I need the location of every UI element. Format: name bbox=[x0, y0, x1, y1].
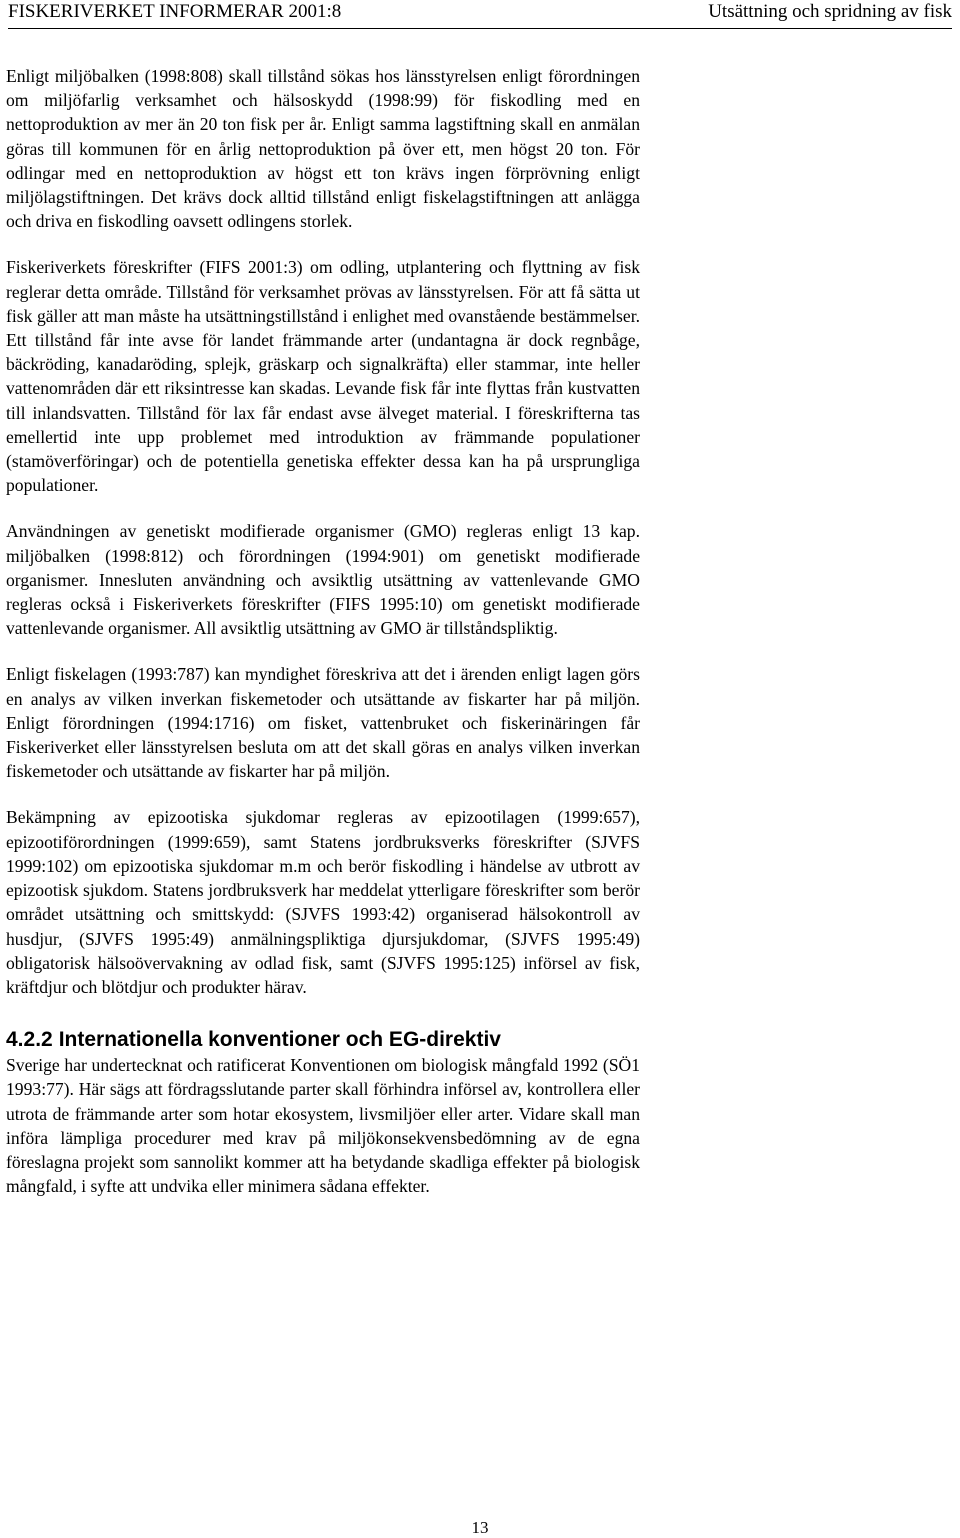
page-number: 13 bbox=[471, 1518, 489, 1537]
paragraph-epizootiska-sjukdomar: Bekämpning av epizootiska sjukdomar regleras av epizootilagen (1999:657), epizootiförordningen (1999:659), samt Statens jordbruksverks föreskrifter (SJVFS 1999:102) om epizootiska sjukdomar m.m och berör fiskodling i händelse av utbrott av epizootisk sjukdom. Statens jordbruksverk har meddelat ytterligare föreskrifter som berör området utsättning och smittskydd: (SJVFS 1993:42) organiserad hälsokontroll av husdjur, (SJVFS 1995:49) anmälningspliktiga djursjukdomar, (SJVFS 1995:49) obligatorisk hälsoövervakning av odlad fisk, samt (SJVFS 1995:125) införsel av fisk, kräftdjur och blötdjur och produkter härav. bbox=[6, 807, 640, 997]
paragraph-miljobalken: Enligt miljöbalken (1998:808) skall tillstånd sökas hos länsstyrelsen enligt förordningen om miljöfarlig verksamhet och hälsoskydd (1998:99) för fiskodling med en nettoproduktion av mer än 20 ton fisk per år. Enligt samma lagstiftning skall en anmälan göras till kommunen för en årlig nettoproduktion på över ett, men högst 20 ton. För odlingar med en nettoproduktion av högst ett ton krävs ingen förprövning enligt miljölagstiftningen. Det krävs dock alltid tillstånd enligt fiskelagstiftningen att anlägga och driva en fiskodling oavsett odlingens storlek. bbox=[6, 66, 640, 232]
paragraph-fiskelagen: Enligt fiskelagen (1993:787) kan myndighet föreskriva att det i ärenden enligt lagen görs en analys av vilken inverkan fiskemetoder och utsättande av fiskarter har på miljön. Enligt förordningen (1994:1716) om fisket, vattenbruket och fiskerinäringen får Fiskeriverket eller länsstyrelsen besluta om att det skall göras en analys vilken inverkan fiskemetoder och utsättande av fiskarter har på miljön. bbox=[6, 664, 640, 782]
running-header bbox=[8, 0, 952, 29]
page-body bbox=[6, 64, 640, 1198]
paragraph-biologisk-mangfald: Sverige har undertecknat och ratificerat Konventionen om biologisk mångfald 1992 (SÖ1 1993:77). Här sägs att fördragsslutande parter skall förhindra införsel av, kontrollera eller utrota de främmande arter som hotar ekosystem, livsmiljöer eller arter. Vidare skall man införa lämpliga procedurer med krav på miljökonsekvensbedömning av de egna föreslagna projekt som sannolikt kommer att ha betydande skadliga effekter på biologisk mångfald, i syfte att undvika eller minimera sådana effekter. bbox=[6, 1055, 640, 1197]
header-chapter-title: Utsättning och spridning av fisk bbox=[708, 1, 952, 22]
section-number: 4.2.2 bbox=[6, 1028, 53, 1052]
header-publication-title: FISKERIVERKET INFORMERAR 2001:8 bbox=[8, 1, 342, 22]
section-title: Internationella konventioner och EG-direktiv bbox=[58, 1028, 501, 1052]
paragraph-fiskeriverkets-foreskrifter: Fiskeriverkets föreskrifter (FIFS 2001:3) om odling, utplantering och flyttning av fisk reglerar detta område. Tillstånd för verksamhet prövas av länsstyrelsen. För att få sätta ut fisk gäller att man måste ha utsättningstillstånd i enlighet med ovanstående bestämmelser. Ett tillstånd får inte avse för landet främmande arter (undantagna är dock regnbåge, bäckröding, kanadaröding, splejk, gräskarp och signalkräfta) eller stammar, inte heller vattenområden där ett riksintresse kan skadas. Levande fisk får inte flyttas från kustvatten till inlandsvatten. Tillstånd för lax får endast avse älveget material. I föreskrifterna tas emellertid inte upp problemet med introduktion av främmande populationer (stamöverföringar) och de potentiella genetiska effekter dessa kan ha på ursprungliga populationer. bbox=[6, 257, 640, 496]
section-heading bbox=[6, 1027, 640, 1053]
paragraph-gmo: Användningen av genetiskt modifierade organismer (GMO) regleras enligt 13 kap. miljöbalken (1998:812) och förordningen (1994:901) om genetiskt modifierade organismer. Innesluten användning och avsiktlig utsättning av vattenlevande GMO regleras också i Fiskeriverkets föreskrifter (FIFS 1995:10) om genetiskt modifierade vattenlevande organismer. All avsiktlig utsättning av GMO är tillståndspliktig. bbox=[6, 521, 640, 639]
